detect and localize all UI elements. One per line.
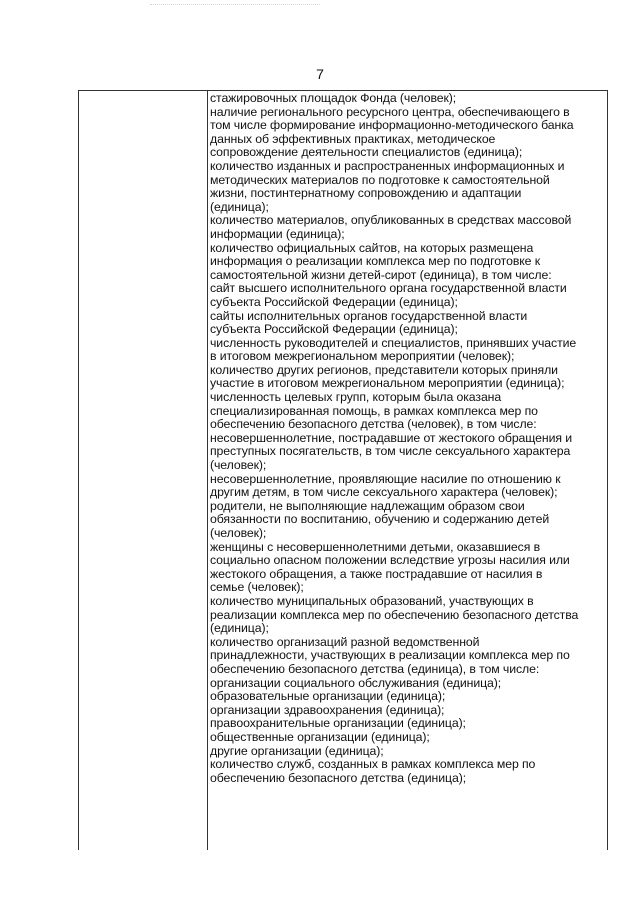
text-line: том числе формирование информационно-методического банка [210,118,574,133]
text-line: (человек); [210,526,267,540]
text-line: несовершеннолетние, пострадавшие от жестокого обращения и [210,430,573,445]
text-line: реализации комплекса мер по обеспечению безопасного детства [210,607,579,622]
indicator-list [210,92,610,785]
text-line: другие организации (единица); [210,743,384,758]
text-line: численность руководителей и специалистов, принявших участие [210,335,577,350]
text-line: численность целевых групп, которым была оказана [210,390,502,405]
text-line: обеспечению безопасного детства (единица), в том числе: [210,661,540,676]
text-line: сайт высшего исполнительного органа государственной власти [210,281,567,296]
text-line: обязанности по воспитанию, обучению и содержанию детей [210,512,550,527]
text-line: информации (единица); [210,226,345,241]
text-line: наличие регионального ресурсного центра, обеспечивающего в [210,104,570,119]
scan-artifact [150,4,320,9]
text-line: количество других регионов, представители которых приняли [210,362,558,377]
text-line: количество материалов, опубликованных в средствах массовой [210,213,572,228]
text-line: стажировочных площадок Фонда (человек); [210,91,457,105]
text-line: женщины с несовершеннолетними детьми, оказавшиеся в [210,539,541,554]
text-line: обеспечению безопасного детства (человек), в том числе: [210,417,537,432]
text-line: самостоятельной жизни детей-сирот (единица), в том числе: [210,267,552,282]
text-line: другим детям, в том числе сексуального характера (человек); [210,485,558,500]
text-line: (единица); [210,621,269,636]
text-line: принадлежности, участвующих в реализации комплекса мер по [210,648,570,663]
text-line: общественные организации (единица); [210,729,430,744]
text-line: сопровождение деятельности специалистов (единица); [210,145,523,160]
text-line: семье (человек); [210,580,304,595]
text-line: организации социального обслуживания (единица); [210,675,502,690]
text-line: несовершеннолетние, проявляющие насилие по отношению к [210,471,561,486]
table-left-border [78,90,79,850]
text-line: жизни, постинтернатному сопровождению и адаптации [210,186,522,201]
text-line: количество официальных сайтов, на которых размещена [210,240,534,255]
text-line: сайты исполнительных органов государственной власти [210,308,528,323]
text-line: обеспечению безопасного детства (единица); [210,770,467,785]
text-line: методических материалов по подготовке к самостоятельной [210,172,550,187]
text-line: организации здравоохранения (единица); [210,702,445,717]
text-line: количество служб, созданных в рамках комплекса мер по [210,757,536,772]
text-line: жестокого обращения, а также пострадавшие от насилия в [210,566,543,581]
text-line: количество изданных и распространенных информационных и [210,158,565,173]
text-line: субъекта Российской Федерации (единица); [210,322,458,337]
table-column-divider [207,90,208,850]
text-line: информация о реализации комплекса мер по подготовке к [210,254,541,269]
text-line: социально опасном положении вследствие угрозы насилия или [210,553,570,568]
text-line: родители, не выполняющие надлежащим образом свои [210,498,525,513]
text-line: количество организаций разной ведомственной [210,634,480,649]
text-line: количество муниципальных образований, участвующих в [210,593,534,608]
text-line: участие в итоговом межрегиональном мероприятии (единица); [210,376,565,391]
text-line: (человек); [210,458,267,473]
text-line: данных об эффективных практиках, методическое [210,131,496,146]
text-line: преступных посягательств, в том числе сексуального характера [210,444,571,459]
page-number: 7 [316,66,324,82]
text-line: образовательные организации (единица); [210,689,446,704]
text-line: субъекта Российской Федерации (единица); [210,294,458,309]
indicator-table [78,90,608,850]
text-line: специализированная помощь, в рамках комплекса мер по [210,403,538,418]
text-line: в итоговом межрегиональном мероприятии (человек); [210,349,515,364]
text-line: правоохранительные организации (единица); [210,716,466,731]
text-line: (единица); [210,199,269,214]
